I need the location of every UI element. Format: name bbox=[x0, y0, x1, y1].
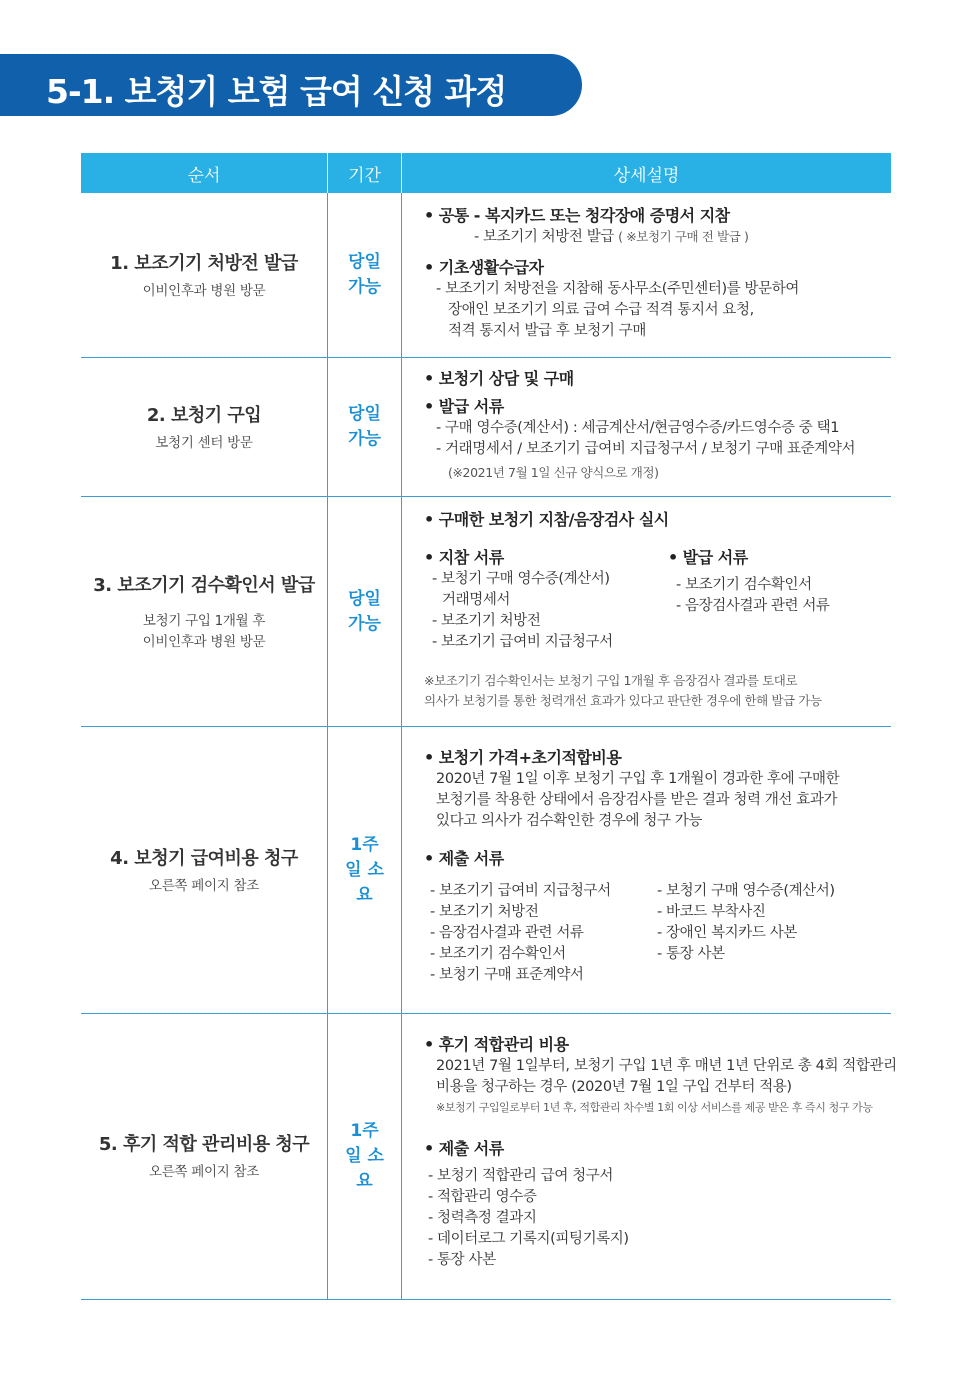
period-label: 1주일 소요 bbox=[345, 1121, 384, 1191]
detail-line: 보청기를 착용한 상태에서 음장검사를 받은 결과 청력 개선 효과가 bbox=[436, 792, 838, 808]
detail-line: - 보조기기 처방전 bbox=[432, 613, 541, 629]
period-cell bbox=[328, 727, 402, 1013]
detail-note: (※2021년 7월 1일 신규 양식으로 개정) bbox=[448, 465, 659, 480]
detail-line: 2020년 7월 1일 이후 보청기 구입 후 1개월이 경과한 후에 구매한 bbox=[436, 771, 840, 787]
detail-heading: • 제출 서류 bbox=[424, 1139, 504, 1158]
table-row bbox=[81, 727, 891, 1014]
detail-line: - 통장 사본 bbox=[657, 946, 725, 962]
detail-note: ※보조기기 검수확인서는 보청기 구입 1개월 후 음장검사 결과를 토대로 bbox=[424, 673, 798, 688]
detail-line: - 장애인 복지카드 사본 bbox=[657, 925, 797, 941]
detail-cell bbox=[402, 497, 891, 726]
step-cell bbox=[81, 497, 328, 726]
process-table bbox=[81, 153, 897, 1300]
detail-line: 있다고 의사가 검수확인한 경우에 청구 가능 bbox=[436, 813, 702, 829]
detail-line: - 음장검사결과 관련 서류 bbox=[430, 925, 584, 941]
detail-line: - 음장검사결과 관련 서류 bbox=[676, 598, 830, 614]
table-row bbox=[81, 193, 891, 358]
detail-heading: • 발급 서류 bbox=[668, 548, 748, 567]
detail-note: ※보청기 구입일로부터 1년 후, 적합관리 차수별 1회 이상 서비스를 제공 받은 후 즉시 청구 가능 bbox=[436, 1101, 873, 1114]
detail-line: - 바코드 부착사진 bbox=[657, 904, 766, 920]
period-cell bbox=[328, 193, 402, 357]
detail-line: 거래명세서 bbox=[442, 592, 511, 608]
step-subtitle: 보청기 구입 1개월 후 이비인후과 병원 방문 bbox=[142, 612, 266, 650]
detail-line: - 보조기기 검수확인서 bbox=[430, 946, 566, 962]
step-cell bbox=[81, 1014, 328, 1299]
detail-line: - 거래명세서 / 보조기기 급여비 지급청구서 / 보청기 구매 표준계약서 bbox=[436, 441, 856, 457]
period-label: 당일 가능 bbox=[348, 404, 381, 449]
detail-line: - 통장 사본 bbox=[428, 1252, 496, 1268]
header-order: 순서 bbox=[81, 153, 328, 193]
detail-line: - 보청기 구매 표준계약서 bbox=[430, 967, 584, 983]
detail-line: 적격 통지서 발급 후 보청기 구매 bbox=[448, 323, 646, 339]
detail-line: - 보조기기 급여비 지급청구서 bbox=[432, 634, 613, 650]
page-title: 5-1. 보청기 보험 급여 신청 과정 bbox=[46, 72, 507, 111]
detail-line: - 데이터로그 기록지(피팅기록지) bbox=[428, 1231, 629, 1247]
step-title: 5. 후기 적합 관리비용 청구 bbox=[98, 1134, 310, 1155]
table-row bbox=[81, 1014, 897, 1300]
period-cell bbox=[328, 358, 402, 496]
detail-note: 의사가 보청기를 통한 청력개선 효과가 있다고 판단한 경우에 한해 발급 가능 bbox=[424, 693, 822, 708]
detail-cell bbox=[402, 727, 891, 1013]
period-label: 당일 가능 bbox=[348, 252, 381, 297]
header-detail: 상세설명 bbox=[613, 165, 680, 186]
step-subtitle: 이비인후과 병원 방문 bbox=[142, 282, 266, 299]
period-cell bbox=[328, 497, 402, 726]
detail-cell bbox=[402, 193, 891, 357]
detail-line: - 청력측정 결과지 bbox=[428, 1210, 537, 1226]
step-cell bbox=[81, 193, 328, 357]
detail-line: - 보조기기 급여비 지급청구서 bbox=[430, 883, 611, 899]
detail-heading: • 제출 서류 bbox=[424, 849, 504, 868]
detail-line: - 보조기기 처방전 bbox=[430, 904, 539, 920]
detail-line: - 보청기 적합관리 급여 청구서 bbox=[428, 1168, 613, 1184]
detail-line: - 보조기기 처방전 발급 ( ※보청기 구매 전 발급 ) bbox=[474, 229, 749, 245]
step-title: 4. 보청기 급여비용 청구 bbox=[110, 847, 298, 869]
step-cell bbox=[81, 358, 328, 496]
detail-cell bbox=[402, 358, 891, 496]
detail-heading: • 후기 적합관리 비용 bbox=[424, 1035, 569, 1054]
detail-heading: • 발급 서류 bbox=[424, 397, 504, 416]
table-row bbox=[81, 497, 891, 727]
detail-cell bbox=[402, 1014, 897, 1299]
header-period: 기간 bbox=[328, 153, 402, 193]
step-subtitle: 오른쪽 페이지 참조 bbox=[149, 1164, 259, 1180]
period-label: 당일 가능 bbox=[348, 588, 381, 634]
detail-heading: • 지참 서류 bbox=[424, 548, 504, 567]
detail-heading: • 구매한 보청기 지참/음장검사 실시 bbox=[424, 510, 669, 529]
detail-line: 2021년 7월 1일부터, 보청기 구입 1년 후 매년 1년 단위로 총 4회 적합관리 bbox=[436, 1058, 897, 1074]
step-title: 3. 보조기기 검수확인서 발급 bbox=[93, 574, 315, 596]
detail-line: - 구매 영수증(계산서) : 세금계산서/현금영수증/카드영수증 중 택1 bbox=[436, 420, 840, 436]
detail-line: - 보조기기 처방전을 지참해 동사무소(주민센터)를 방문하여 bbox=[436, 281, 799, 297]
detail-line: 장애인 보조기기 의료 급여 수급 적격 통지서 요청, bbox=[448, 302, 754, 318]
step-subtitle: 보청기 센터 방문 bbox=[155, 434, 253, 451]
step-title: 2. 보청기 구입 bbox=[146, 404, 262, 426]
detail-heading: • 기초생활수급자 bbox=[424, 258, 544, 277]
period-cell bbox=[328, 1014, 402, 1299]
detail-line: - 보청기 구매 영수증(계산서) bbox=[657, 883, 835, 899]
detail-line: 비용을 청구하는 경우 (2020년 7월 1일 구입 건부터 적용) bbox=[436, 1079, 792, 1095]
step-cell bbox=[81, 727, 328, 1013]
detail-heading: • 보청기 가격+초기적합비용 bbox=[424, 748, 622, 767]
step-title: 1. 보조기기 처방전 발급 bbox=[110, 252, 298, 274]
period-label: 1주일 소요 bbox=[345, 834, 384, 905]
step-subtitle: 오른쪽 페이지 참조 bbox=[149, 877, 259, 894]
title-banner bbox=[0, 54, 582, 116]
detail-line: - 보조기기 검수확인서 bbox=[676, 577, 812, 593]
table-header bbox=[81, 153, 891, 193]
detail-line: - 적합관리 영수증 bbox=[428, 1189, 537, 1205]
table-row bbox=[81, 358, 891, 497]
detail-heading: • 보청기 상담 및 구매 bbox=[424, 369, 574, 388]
detail-line: - 보청기 구매 영수증(계산서) bbox=[432, 571, 610, 587]
detail-heading: • 공통 - 복지카드 또는 청각장애 증명서 지참 bbox=[424, 206, 730, 225]
